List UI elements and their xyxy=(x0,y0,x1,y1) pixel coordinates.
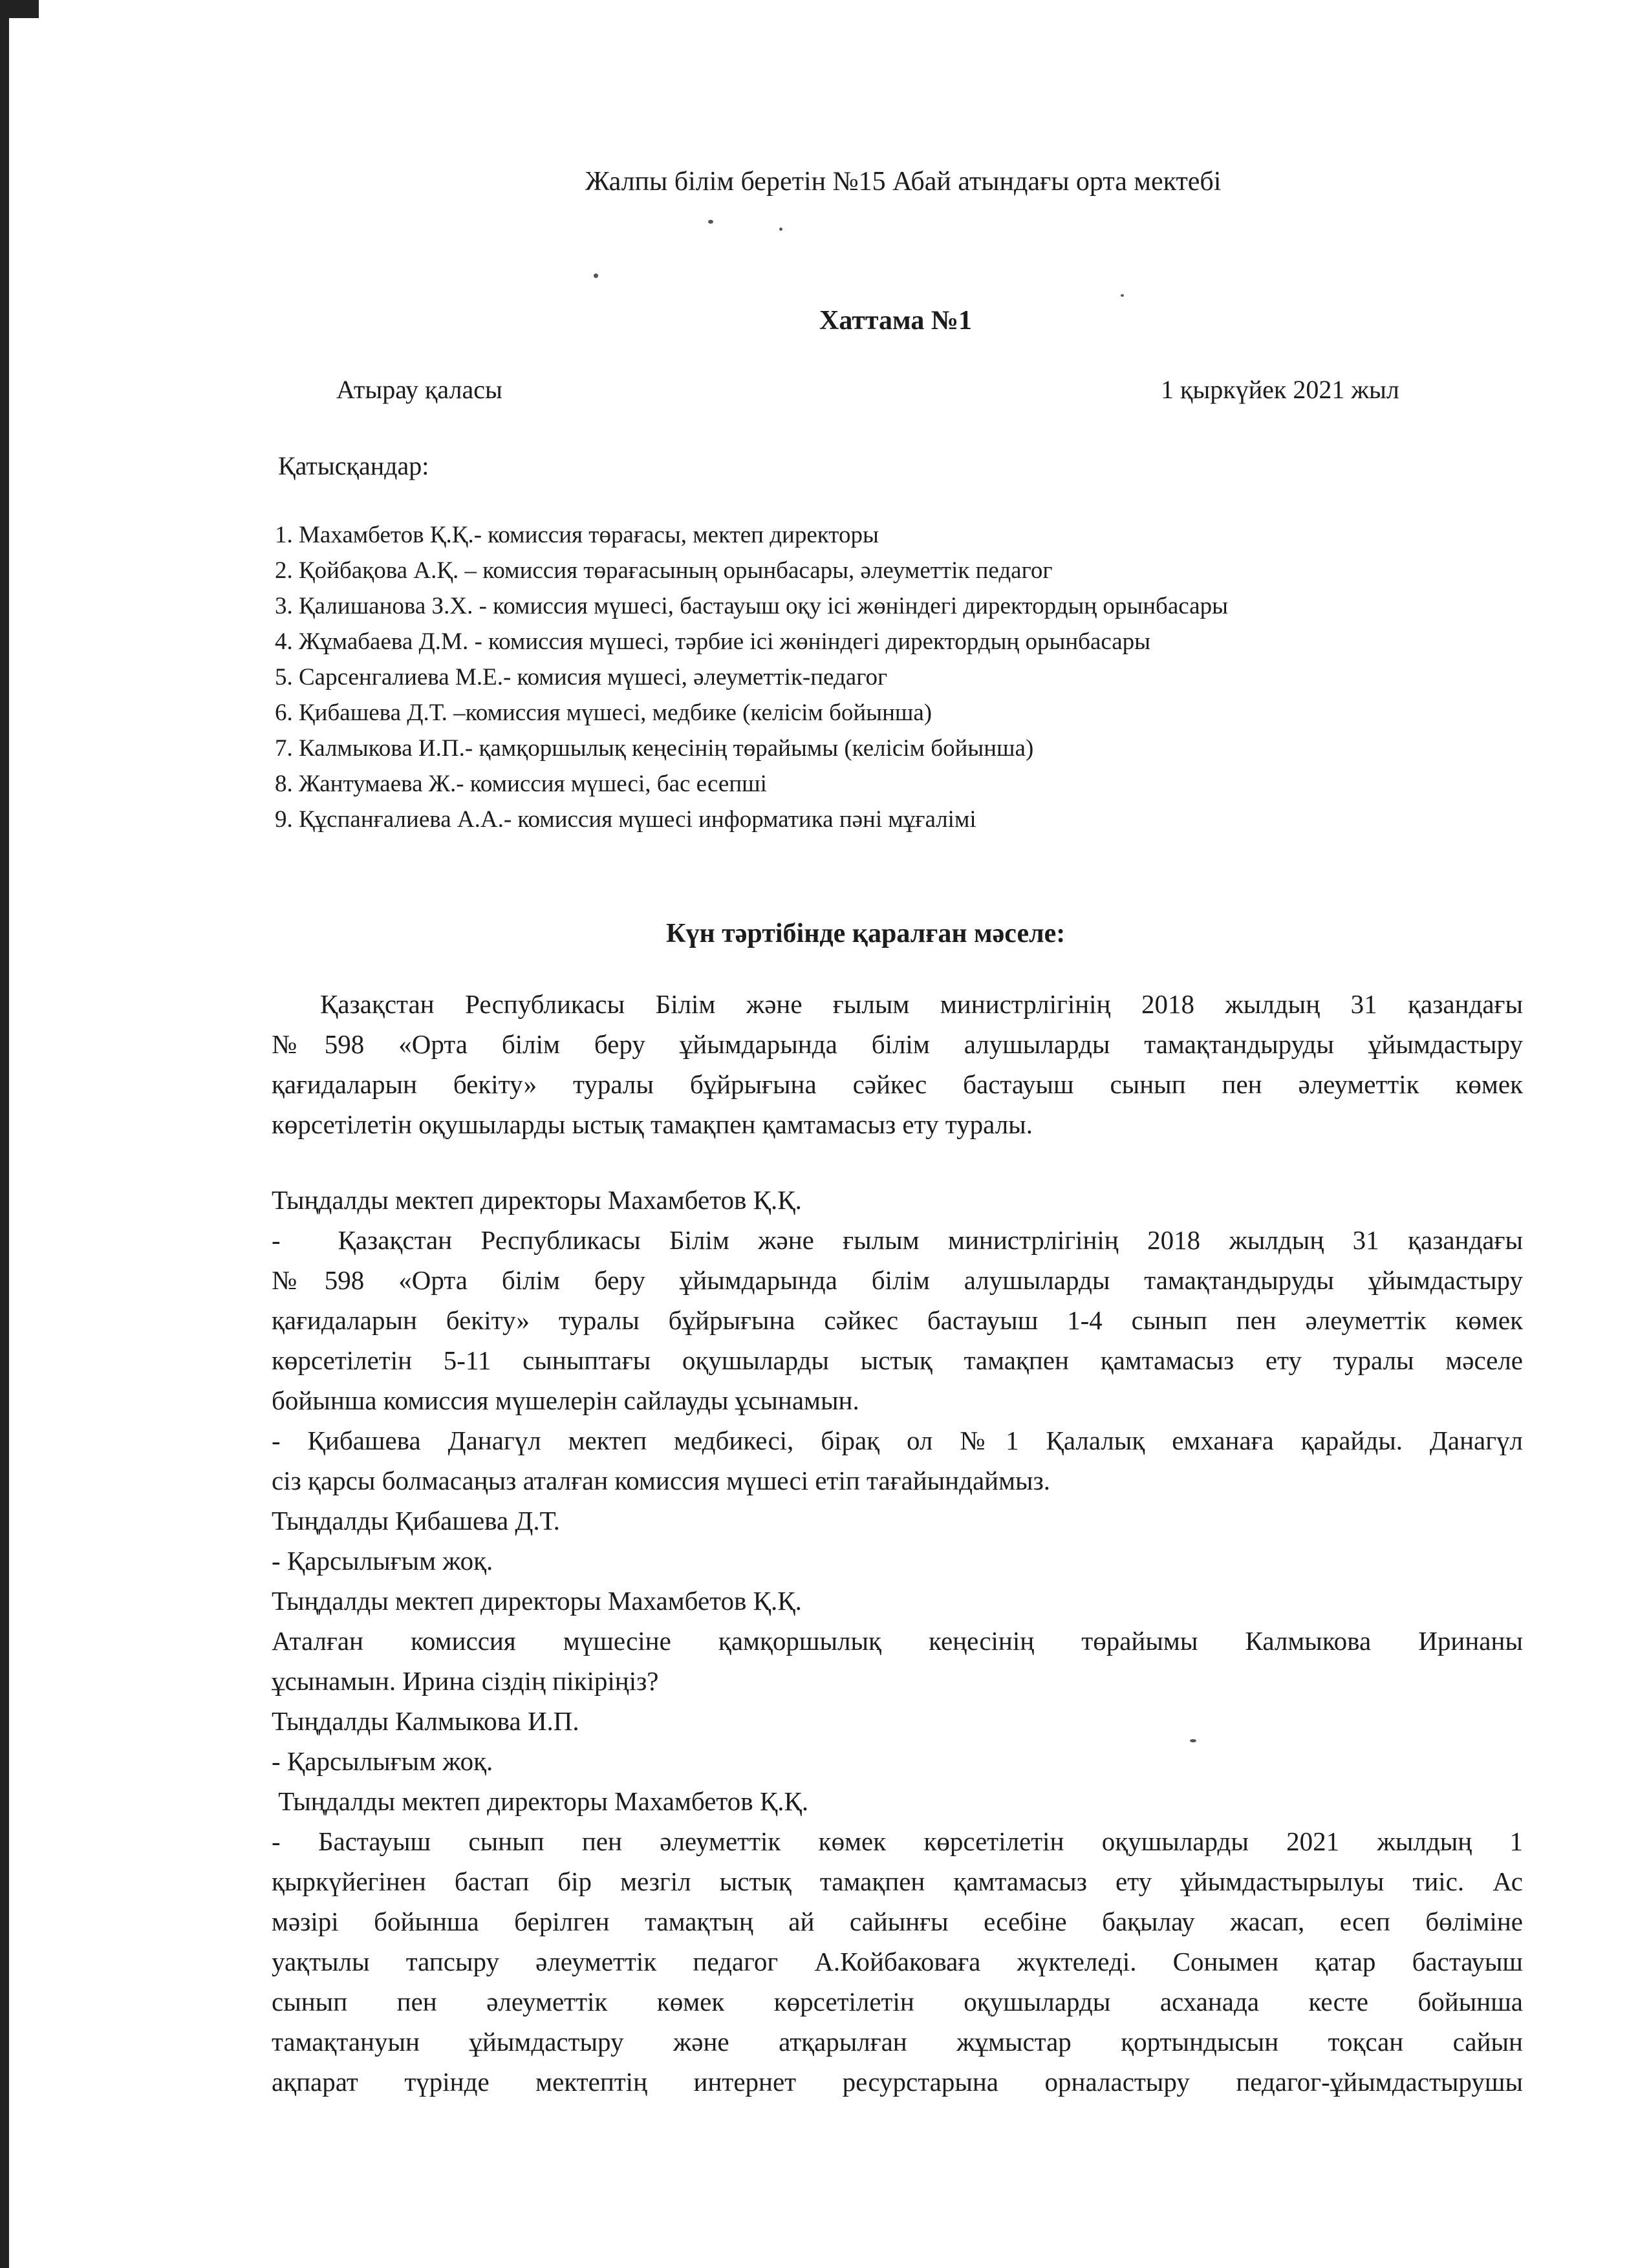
minutes-line: Аталған комиссия мүшесіне қамқоршылық кеңесінің төрайымы Калмыкова Иринаны xyxy=(272,1626,1523,1656)
agenda-line: Қазақстан Республикасы Білім және ғылым министрлігінің 2018 жылдың 31 қазандағы xyxy=(320,989,1523,1019)
city: Атырау қаласы xyxy=(336,375,502,404)
minutes-line: ұсынамын. Ирина сіздің пікіріңіз? xyxy=(272,1666,659,1696)
minutes-line: - Қазақстан Республикасы Білім және ғылым министрлігінің 2018 жылдың 31 қазандағы xyxy=(272,1225,1523,1255)
scan-speck xyxy=(708,220,713,224)
scan-speck xyxy=(594,273,598,278)
minutes-line: Тыңдалды мектеп директоры Махамбетов Қ.Қ. xyxy=(272,1586,802,1616)
minutes-line: Тыңдалды Калмыкова И.П. xyxy=(272,1706,579,1736)
minutes-line: - Қарсылығым жоқ. xyxy=(272,1546,493,1576)
agenda-line: көрсетілетін оқушыларды ыстық тамақпен қамтамасыз ету туралы. xyxy=(272,1109,1033,1139)
participant-item: 3. Қалишанова З.Х. - комиссия мүшесі, бастауыш оқу ісі жөніндегі директордың орынбасары xyxy=(275,593,1228,619)
participants-label: Қатысқандар: xyxy=(278,451,429,480)
participant-item: 6. Қибашева Д.Т. –комиссия мүшесі, медбике (келісім бойынша) xyxy=(275,700,932,726)
minutes-line: бойынша комиссия мүшелерін сайлауды ұсынамын. xyxy=(272,1385,859,1415)
document-title: Хаттама №1 xyxy=(819,306,973,336)
minutes-line: қыркүйегінен бастап бір мезгіл ыстық тамақпен қамтамасыз ету ұйымдастырылуы тиіс. Ас xyxy=(272,1867,1523,1896)
minutes-line: уақтылы тапсыру әлеуметтік педагог А.Койбаковаға жүктеледі. Сонымен қатар бастауыш xyxy=(272,1947,1523,1976)
agenda-line: №598 «Орта білім беру ұйымдарында білім алушыларды тамақтандыруды ұйымдастыру xyxy=(272,1029,1523,1059)
minutes-line: Тыңдалды мектеп директоры Махамбетов Қ.Қ. xyxy=(272,1786,809,1816)
participants-list xyxy=(275,517,1228,837)
participant-item: 4. Жұмабаева Д.М. - комиссия мүшесі, тәрбие ісі жөніндегі директордың орынбасары xyxy=(275,628,1151,655)
participant-item: 1. Махамбетов Қ.Қ.- комиссия төрағасы, мектеп директоры xyxy=(275,522,879,548)
participant-item: 7. Калмыкова И.П.- қамқоршылық кеңесінің төрайымы (келісім бойынша) xyxy=(275,735,1034,762)
scan-speck xyxy=(1190,1739,1196,1742)
minutes-line: №598 «Орта білім беру ұйымдарында білім алушыларды тамақтандыруды ұйымдастыру xyxy=(272,1265,1523,1295)
minutes-line: Тыңдалды мектеп директоры Махамбетов Қ.Қ. xyxy=(272,1185,802,1215)
minutes-line: қағидаларын бекіту» туралы бұйрығына сәйкес бастауыш 1-4 сынып пен әлеуметтік көмек xyxy=(272,1305,1523,1335)
minutes-line: тамақтануын ұйымдастыру және атқарылған жұмыстар қортындысын тоқсан сайын xyxy=(272,2027,1523,2057)
agenda-title: Күн тәртібінде қаралған мәселе: xyxy=(666,919,1066,948)
scan-edge-top xyxy=(0,0,39,18)
minutes-body xyxy=(272,1180,1523,2102)
school-name: Жалпы білім беретін №15 Абай атындағы орта мектебі xyxy=(585,167,1222,197)
scan-speck xyxy=(1121,294,1124,297)
minutes-line: сіз қарсы болмасаңыз аталған комиссия мүшесі етіп тағайындаймыз. xyxy=(272,1466,1051,1495)
minutes-line: сынып пен әлеуметтік көмек көрсетілетін оқушыларды асханада кесте бойынша xyxy=(272,1987,1523,2017)
minutes-line: көрсетілетін 5-11 сыныптағы оқушыларды ыстық тамақпен қамтамасыз ету туралы мәселе xyxy=(272,1345,1523,1375)
scan-speck xyxy=(779,228,782,231)
agenda-line: қағидаларын бекіту» туралы бұйрығына сәйкес бастауыш сынып пен әлеуметтік көмек xyxy=(272,1069,1523,1099)
minutes-line: Тыңдалды Қибашева Д.Т. xyxy=(272,1506,560,1535)
participant-item: 8. Жантумаева Ж.- комиссия мүшесі, бас есепші xyxy=(275,771,767,797)
participant-item: 9. Құспанғалиева А.А.- комиссия мүшесі информатика пәні мұғалімі xyxy=(275,806,976,833)
minutes-line: мәзірі бойынша берілген тамақтың ай сайынғы есебіне бақылау жасап, есеп бөліміне xyxy=(272,1907,1523,1936)
participant-item: 2. Қойбақова А.Қ. – комиссия төрағасының орынбасары, әлеуметтік педагог xyxy=(275,557,1053,584)
minutes-line: - Қибашева Данагүл мектеп медбикесі, бірақ ол №1 Қалалық емханаға қарайды. Данагүл xyxy=(272,1426,1523,1455)
scan-edge xyxy=(0,0,9,2268)
date: 1 қыркүйек 2021 жыл xyxy=(1161,375,1399,404)
agenda-paragraph xyxy=(272,984,1523,1144)
minutes-line: - Қарсылығым жоқ. xyxy=(272,1746,493,1776)
participant-item: 5. Сарсенгалиева М.Е.- комисия мүшесі, әлеуметтік-педагог xyxy=(275,664,888,690)
minutes-line: - Бастауыш сынып пен әлеуметтік көмек көрсетілетін оқушыларды 2021 жылдың 1 xyxy=(272,1826,1523,1856)
minutes-line: ақпарат түрінде мектептің интернет ресурстарына орналастыру педагог-ұйымдастырушы xyxy=(272,2067,1523,2097)
